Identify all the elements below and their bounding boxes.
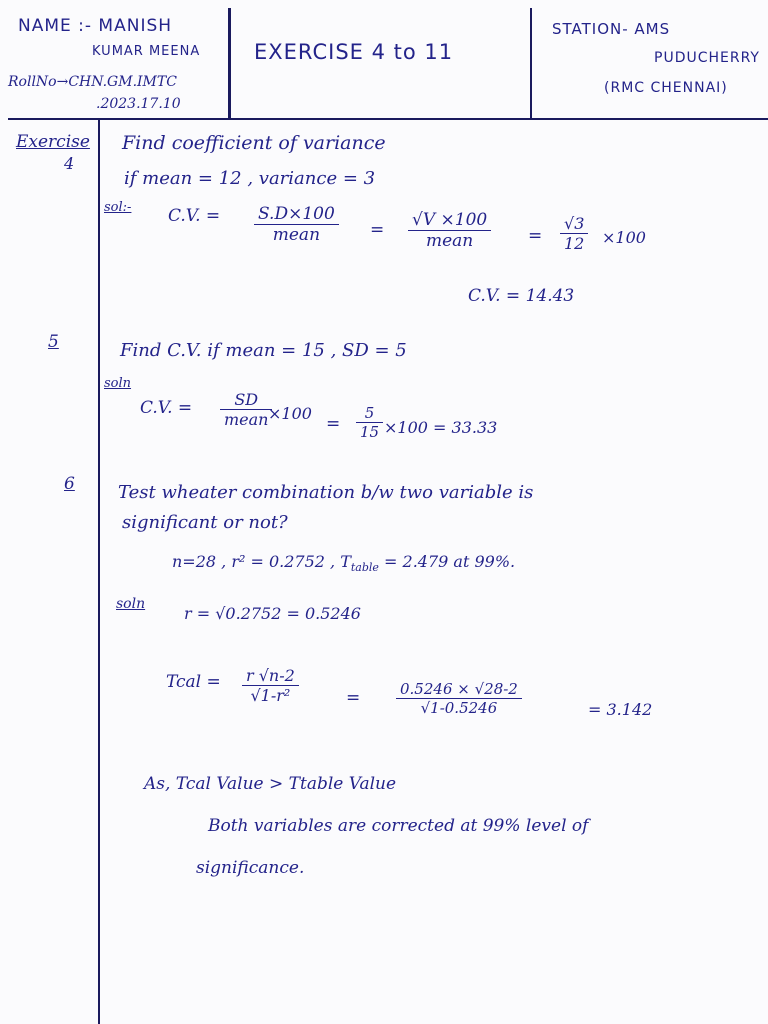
ex6-tcal-fraction-2 bbox=[396, 680, 522, 717]
ex4-question-2: if mean = 12 , variance = 3 bbox=[124, 168, 376, 189]
ex4-fraction-3-numerator: √3 bbox=[560, 214, 588, 234]
station-line-1: STATION- AMS bbox=[552, 20, 671, 38]
exercise-4-label: Exercise bbox=[16, 132, 90, 152]
ex6-tcal-fraction-2-denominator: √1-0.5246 bbox=[420, 699, 498, 717]
roll-line-2: .2023.17.10 bbox=[96, 96, 181, 112]
ex6-tcal-result: = 3.142 bbox=[588, 700, 653, 719]
ex5-result: ×100 = 33.33 bbox=[384, 418, 498, 437]
ex6-given-subscript: table bbox=[350, 561, 379, 575]
exercise-4-number: 4 bbox=[64, 154, 75, 173]
header-bottom-rule bbox=[8, 118, 768, 120]
ex4-result: C.V. = 14.43 bbox=[468, 286, 575, 306]
ex5-question: Find C.V. if mean = 15 , SD = 5 bbox=[120, 340, 407, 361]
ex4-solution-label: sol:- bbox=[104, 200, 132, 215]
roll-line-1: RollNo→CHN.GM.IMTC bbox=[8, 74, 177, 90]
ex5-cv-label: C.V. = bbox=[140, 398, 193, 418]
ex5-solution-label: soln bbox=[104, 376, 132, 391]
header-divider-1 bbox=[228, 8, 231, 120]
ex6-tcal-label: Tcal = bbox=[166, 672, 221, 692]
name-line-1: NAME :- MANISH bbox=[18, 16, 173, 36]
ex4-equals-2: = bbox=[528, 226, 543, 246]
ex4-question-1: Find coefficient of variance bbox=[122, 132, 386, 154]
ex6-comparison: As, Tcal Value > Ttable Value bbox=[144, 774, 397, 794]
ex6-tcal-fraction-2-numerator: 0.5246 × √28-2 bbox=[396, 680, 522, 699]
ex6-given-tail: = 2.479 at 99%. bbox=[378, 552, 516, 571]
ex4-equals-1: = bbox=[370, 220, 385, 240]
ex4-fraction-3-denominator: 12 bbox=[564, 234, 585, 253]
ex5-fraction-2 bbox=[356, 404, 383, 441]
ex4-fraction-3 bbox=[560, 214, 588, 253]
ex5-fraction-2-numerator: 5 bbox=[356, 404, 383, 423]
exercise-title: EXERCISE 4 to 11 bbox=[254, 40, 454, 64]
ex6-given bbox=[172, 552, 515, 574]
ex6-solution-label: soln bbox=[116, 596, 146, 612]
ex4-fraction-1-numerator: S.D×100 bbox=[254, 204, 339, 225]
ex4-fraction-2-numerator: √V ×100 bbox=[408, 210, 491, 231]
ex6-given-text: n=28 , r² = 0.2752 , T bbox=[172, 552, 351, 571]
station-line-3: (RMC CHENNAI) bbox=[604, 80, 728, 96]
ex4-fraction-2-denominator: mean bbox=[425, 231, 474, 251]
name-line-2: KUMAR MEENA bbox=[92, 44, 201, 59]
ex4-fraction-2 bbox=[408, 210, 491, 251]
ex5-fraction-1-multiplier: ×100 bbox=[268, 404, 312, 423]
station-line-2: PUDUCHERRY bbox=[654, 50, 760, 66]
ex5-fraction-1 bbox=[220, 390, 272, 429]
ex6-question-2: significant or not? bbox=[122, 512, 288, 533]
ex6-conclusion-2: significance. bbox=[196, 858, 305, 878]
ex5-fraction-2-denominator: 15 bbox=[360, 423, 380, 441]
ex6-equals-1: = bbox=[346, 688, 361, 708]
margin-rule bbox=[98, 118, 100, 1024]
ex6-r-calculation: r = √0.2752 = 0.5246 bbox=[184, 604, 361, 623]
ex4-fraction-1-denominator: mean bbox=[272, 225, 321, 245]
header-divider-2 bbox=[530, 8, 532, 118]
ex6-question-1: Test wheater combination b/w two variable is bbox=[118, 482, 534, 503]
ex4-fraction-3-multiplier: ×100 bbox=[602, 228, 646, 247]
ex6-conclusion-1: Both variables are corrected at 99% level of bbox=[208, 816, 589, 836]
ex6-tcal-fraction-1-denominator: √1-r² bbox=[250, 686, 291, 705]
ex5-fraction-1-numerator: SD bbox=[220, 390, 272, 410]
exercise-6-number: 6 bbox=[64, 474, 75, 494]
ex4-cv-label: C.V. = bbox=[168, 206, 221, 226]
ex6-tcal-fraction-1 bbox=[242, 666, 299, 705]
ex5-fraction-1-denominator: mean bbox=[224, 410, 269, 429]
ex4-fraction-1 bbox=[254, 204, 339, 245]
ex6-tcal-fraction-1-numerator: r √n-2 bbox=[242, 666, 299, 686]
exercise-5-number: 5 bbox=[48, 332, 59, 352]
ex5-equals-1: = bbox=[326, 414, 341, 434]
